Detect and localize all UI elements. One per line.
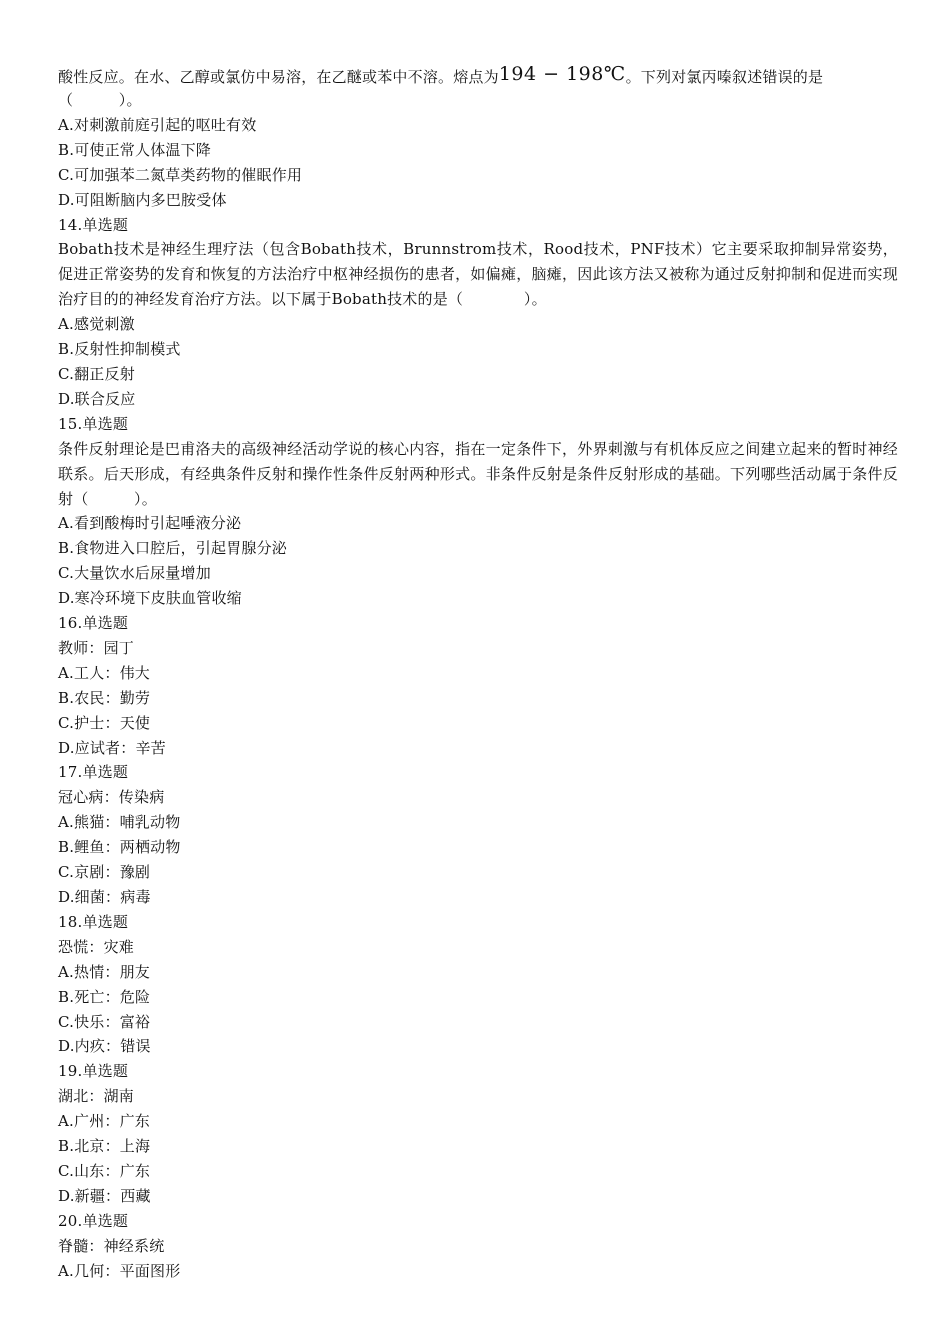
question-18-option-b: B.死亡：危险 bbox=[58, 987, 151, 1006]
question-18-stem: 恐慌：灾难 bbox=[58, 937, 135, 956]
intro-option-d: D.可阻断脑内多巴胺受体 bbox=[58, 190, 227, 209]
intro-option-c: C.可加强苯二氮草类药物的催眠作用 bbox=[58, 165, 303, 184]
question-14-stem: Bobath技术是神经生理疗法（包含Bobath技术，Brunnstrom技术，Rood技术，PNF技术）它主要采取抑制异常姿势，促进正常姿势的发育和恢复的方法治疗中枢神经损伤的患者，如偏瘫，脑瘫，因此该方法又被称为通过反射抑制和促进而实现治疗目的的神经发育治疗方法。以下属于Bobath技术的是（ ）。 bbox=[58, 240, 898, 309]
intro-text-after: 。下列对氯丙嗪叙述错误的是 bbox=[625, 68, 824, 86]
intro-stem-line bbox=[58, 62, 898, 88]
question-16-header: 16.单选题 bbox=[58, 614, 129, 633]
question-20-header: 20.单选题 bbox=[58, 1211, 129, 1230]
question-19-header: 19.单选题 bbox=[58, 1062, 129, 1081]
question-19-option-a: A.广州：广东 bbox=[58, 1112, 151, 1131]
question-19-stem: 湖北：湖南 bbox=[58, 1087, 135, 1106]
question-14-option-d: D.联合反应 bbox=[58, 389, 136, 408]
question-14-option-c: C.翻正反射 bbox=[58, 364, 135, 383]
intro-answer-blank: （ ）。 bbox=[58, 91, 142, 109]
question-14-option-a: A.感觉刺激 bbox=[58, 315, 135, 334]
question-19-option-b: B.北京：上海 bbox=[58, 1137, 151, 1156]
question-15-option-a: A.看到酸梅时引起唾液分泌 bbox=[58, 514, 242, 533]
question-18-option-a: A.热情：朋友 bbox=[58, 962, 151, 981]
question-16-option-b: B.农民：勤劳 bbox=[58, 688, 151, 707]
question-17-stem: 冠心病：传染病 bbox=[58, 788, 165, 807]
question-16-option-d: D.应试者：辛苦 bbox=[58, 738, 166, 757]
question-18-header: 18.单选题 bbox=[58, 912, 129, 931]
question-20-option-a: A.几何：平面图形 bbox=[58, 1261, 181, 1280]
intro-text-before: 酸性反应。在水、乙醇或氯仿中易溶，在乙醚或苯中不溶。熔点为 bbox=[58, 68, 499, 86]
question-17-option-b: B.鲤鱼：两栖动物 bbox=[58, 838, 181, 857]
question-15-option-c: C.大量饮水后尿量增加 bbox=[58, 564, 211, 583]
question-15-option-b: B.食物进入口腔后，引起胃腺分泌 bbox=[58, 539, 287, 558]
question-14-header: 14.单选题 bbox=[58, 215, 129, 234]
question-18-option-d: D.内疚：错误 bbox=[58, 1037, 151, 1056]
question-17-header: 17.单选题 bbox=[58, 763, 129, 782]
question-17-option-d: D.细菌：病毒 bbox=[58, 888, 151, 906]
question-19-option-c: C.山东：广东 bbox=[58, 1161, 151, 1180]
question-15-option-d: D.寒冷环境下皮肤血管收缩 bbox=[58, 589, 242, 608]
question-16-stem: 教师：园丁 bbox=[58, 638, 135, 657]
melting-point-formula: 194 − 198℃ bbox=[498, 63, 626, 85]
question-20-stem: 脊髓：神经系统 bbox=[58, 1236, 165, 1255]
question-16-option-a: A.工人：伟大 bbox=[58, 663, 151, 682]
question-15-stem: 条件反射理论是巴甫洛夫的高级神经活动学说的核心内容，指在一定条件下，外界刺激与有机体反应之间建立起来的暂时神经联系。后天形成，有经典条件反射和操作性条件反射两种形式。非条件反射是条件反射形成的基础。下列哪些活动属于条件反射（ ）。 bbox=[58, 439, 898, 508]
question-17-option-a: A.熊猫：哺乳动物 bbox=[58, 813, 181, 832]
question-17-option-c: C.京剧：豫剧 bbox=[58, 863, 151, 882]
question-18-option-c: C.快乐：富裕 bbox=[58, 1012, 151, 1031]
question-14-option-b: B.反射性抑制模式 bbox=[58, 340, 181, 359]
question-19-option-d: D.新疆：西藏 bbox=[58, 1186, 151, 1205]
question-16-option-c: C.护士：天使 bbox=[58, 713, 151, 732]
intro-option-a: A.对刺激前庭引起的呕吐有效 bbox=[58, 115, 257, 134]
intro-option-b: B.可使正常人体温下降 bbox=[58, 140, 211, 159]
question-15-header: 15.单选题 bbox=[58, 414, 129, 433]
document-page bbox=[58, 62, 898, 1284]
